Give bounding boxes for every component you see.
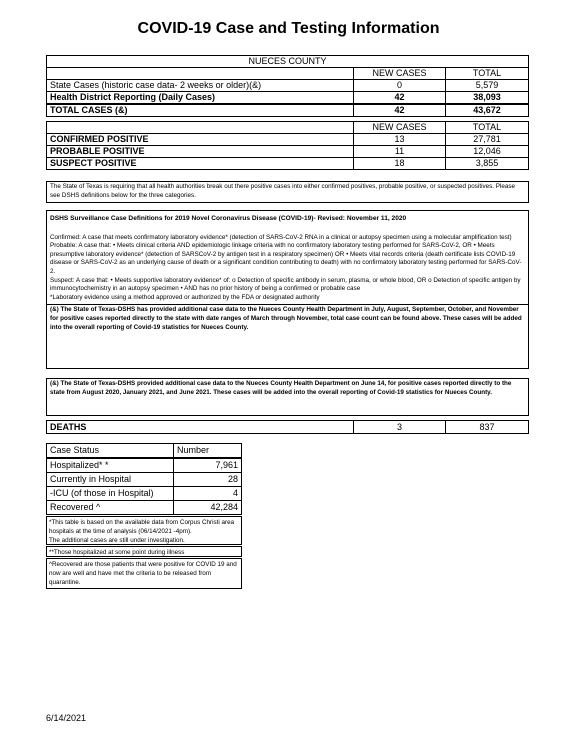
table-row: SUSPECT POSITIVE 18 3,855	[47, 158, 529, 170]
additional-data-note-2: (&) The State of Texas-DSHS provided additional case data to the Nueces County Health Department on June 14, for positive cases reported directly to the state from August 2020, January 2021, and June 2021. These cases will be added into the overall reporting of Covid-19 statistics for Nueces County.	[46, 378, 529, 416]
dshs-header: DSHS Surveillance Case Definitions for 2019 Novel Coronavirus Disease (COVID-19)- Revised: November 11, 2020	[50, 215, 407, 222]
hospitalized-note: **Those hospitalized at some point during illness	[46, 546, 242, 557]
positive-note: The State of Texas is requiring that all health authorities break out there positive cases into either confirmed positives, probable positive, or suspected positives. Please see DSHS definitions below for the three categories.	[46, 181, 529, 203]
deaths-table	[46, 420, 529, 434]
table-row: Currently in Hospital 28	[47, 473, 242, 487]
additional-data-note: (&) The State of Texas-DSHS has provided additional case data to the Nueces County Health Department in July, August, September, October, and November for positive cases reported directly to the state with date ranges of March through November, total case count can be found above. These cases will be added into the overall reporting of Covid-19 statistics for Nueces County.	[47, 304, 528, 333]
deaths-new: 3	[354, 421, 446, 434]
deaths-label: DEATHS	[47, 421, 354, 434]
table-row: TOTAL CASES (&) 42 43,672	[47, 104, 529, 117]
table-row: PROBABLE POSITIVE 11 12,046	[47, 146, 529, 158]
lab-evidence-note: *Laboratory evidence using a method approved or authorized by the FDA or designated authority	[50, 293, 320, 301]
page-title: COVID-19 Case and Testing Information	[137, 20, 440, 37]
recovered-note: ^Recovered are those patients that were positive for COVID 19 and now are well and have met the criteria to be released from quarantine.	[46, 558, 242, 589]
col-new-cases: NEW CASES	[354, 68, 446, 80]
confirmed-definition: Confirmed: A case that meets confirmatory laboratory evidence* (detection of SARS-CoV-2 RNA in a clinical or autopsy specimen using a molecular amplification test)	[50, 233, 512, 241]
probable-definition: Probable: A case that: • Meets clinical criteria AND epidemiologic linkage criteria with no confirmatory laboratory testing performed for SARS-CoV-2, OR • Meets presumptive laboratory evidence* (detection of SARSCoV-2 by antigen test in a respiratory specimen) OR • Meets vital records criteria (death certificate lists COVID-19 disease or SARS-CoV-2 as an underlying cause of death or a significant condition contributing to death) with no confirmatory laboratory testing performed for SARS-CoV-2.	[50, 242, 522, 275]
col-new-cases: NEW CASES	[354, 122, 446, 134]
table-row: State Cases (historic case data- 2 weeks or older)(&) 0 5,579	[47, 80, 529, 92]
table-row: Recovered ^ 42,284	[47, 501, 242, 515]
deaths-total: 837	[446, 421, 529, 434]
table-row: -ICU (of those in Hospital) 4	[47, 487, 242, 501]
table-row: Health District Reporting (Daily Cases) 42 38,093	[47, 92, 529, 105]
col-case-status: Case Status	[47, 444, 174, 459]
dshs-definitions	[46, 210, 529, 369]
suspect-definition: Suspect: A case that: • Meets supportive laboratory evidence* of: o Detection of specific antibody in serum, plasma, or whole blood, OR o Detection of specific antigen by immunocytochemistry in an autopsy specimen • AND has no prior history of being a confirmed or probable case	[50, 276, 521, 293]
county-header: NUECES COUNTY	[47, 56, 529, 68]
col-number: Number	[174, 444, 242, 459]
hospital-note: *This table is based on the available data from Corpus Christi area hospitals at the time of analysis (06/14/2021 -4pm). The additional cases are still under investigation.	[46, 516, 242, 545]
table-row	[47, 421, 529, 434]
case-status-table	[46, 443, 242, 515]
table-row: CONFIRMED POSITIVE 13 27,781	[47, 134, 529, 146]
table-row: Hospitalized* * 7,961	[47, 458, 242, 473]
col-total: TOTAL	[446, 122, 529, 134]
cases-table	[46, 55, 529, 170]
footer-date: 6/14/2021	[46, 713, 87, 723]
col-total: TOTAL	[446, 68, 529, 80]
